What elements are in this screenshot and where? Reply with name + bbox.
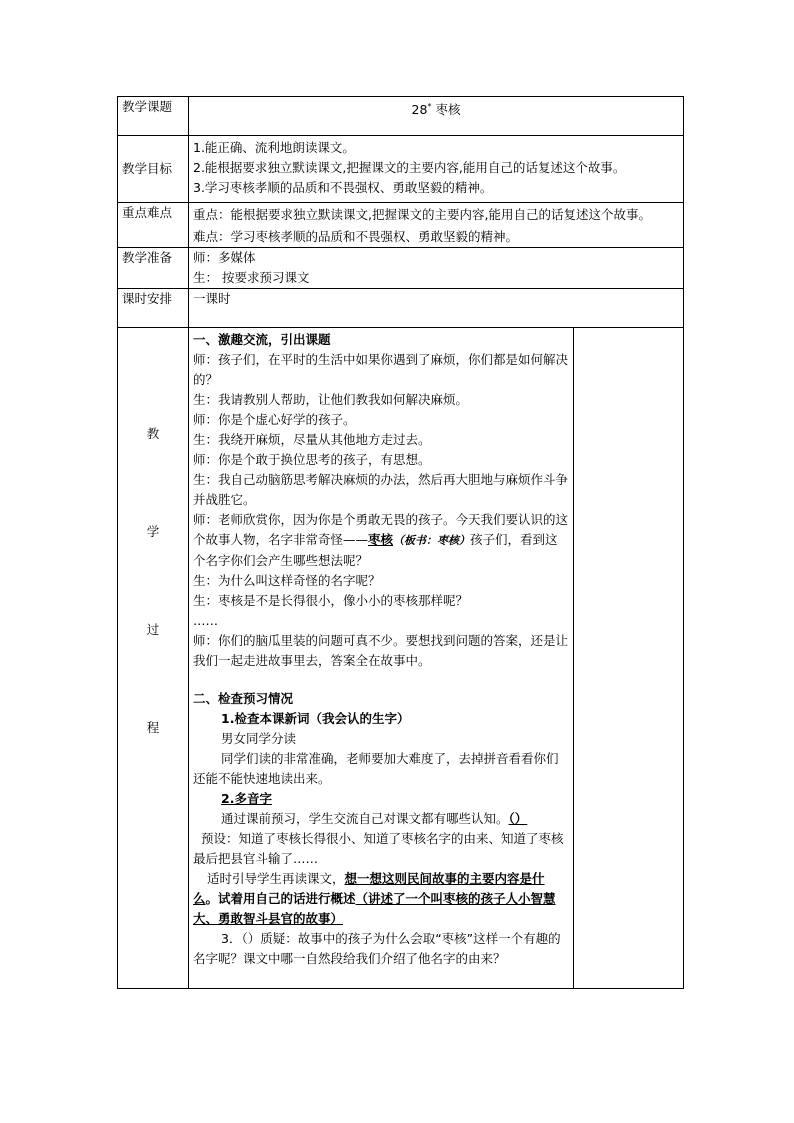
prep-label: 教学准备 — [118, 248, 189, 289]
time-row — [118, 289, 684, 328]
dialogue-line: 生：我绕开麻烦，尽量从其他地方走过去。 — [193, 432, 431, 447]
key-row — [118, 203, 684, 248]
process-content — [189, 328, 574, 989]
prep-teacher: 师：多媒体 — [193, 250, 256, 265]
dialogue-line: 师：孩子们，在平时的生活中如果你遇到了麻烦，你们都是如何解决的？ — [193, 352, 569, 387]
dialogue-line: 师：你是个敢于换位思考的孩子，有思想。 — [193, 452, 431, 467]
section2-title: 二、检查预习情况 — [193, 691, 294, 706]
topic-label: 教学课题 — [118, 97, 189, 136]
body-line: 男女同学分读 — [221, 731, 297, 746]
body-line: 预设：知道了枣核长得很小、知道了枣核名字的由来、知道了枣核最后把县官斗输了…… — [193, 831, 564, 866]
process-label — [118, 328, 189, 989]
dialogue-line: 生：枣核是不是长得很小，像小小的枣核那样呢？ — [193, 593, 469, 608]
section1-title: 一、激趣交流，引出课题 — [193, 332, 331, 347]
subsection-title: 1.检查本课新词（我会认的生字） — [221, 711, 410, 726]
body-line: 3．（）质疑：故事中的孩子为什么会取“枣核”这样一个有趣的名字呢？课文中哪一自然段给我们介绍了他名字的由来？ — [193, 931, 561, 966]
key-point: 重点：能根据要求独立默读课文,把握课文的主要内容,能用自己的话复述这个故事。 — [193, 207, 651, 222]
process-char: 程 — [146, 720, 160, 735]
lesson-title: 28* 枣核 — [189, 97, 684, 136]
topic-row — [118, 97, 684, 136]
process-row — [118, 328, 684, 989]
goal-item: 3.学习枣核孝顺的品质和不畏强权、勇敢坚毅的精神。 — [193, 180, 493, 195]
body-line: 通过课前预习，学生交流自己对课文都有哪些认知。（） — [221, 811, 528, 826]
key-label: 重点难点 — [118, 203, 189, 248]
dialogue-line: 师：老师欣赏你，因为你是个勇敢无畏的孩子。今天我们要认识的这个故事人物，名字非常奇怪——枣核（板书：枣核）孩子们，看到这个名字你们会产生哪些想法呢？ — [193, 512, 569, 568]
dialogue-line: 生：为什么叫这样奇怪的名字呢？ — [193, 573, 381, 588]
prep-student: 生： 按要求预习课文 — [193, 270, 310, 285]
body-line: 适时引导学生再读课文，想一想这则民间故事的主要内容是什么。试着用自己的话进行概述（讲述了一个叫枣核的孩子人小智慧大、勇敢智斗县官的故事） — [193, 871, 556, 926]
lesson-plan-table — [117, 96, 684, 989]
process-char: 学 — [146, 524, 160, 539]
dialogue-line: …… — [193, 613, 218, 628]
key-content — [189, 203, 684, 248]
goals-content — [189, 136, 684, 203]
time-value: 一课时 — [189, 289, 684, 328]
dialogue-line: 生：我请教别人帮助，让他们教我如何解决麻烦。 — [193, 392, 469, 407]
dialogue-line: 师：你们的脑瓜里装的问题可真不少。要想找到问题的答案，还是让我们一起走进故事里去，答案全在故事中。 — [193, 633, 569, 668]
process-char: 教 — [146, 426, 160, 441]
goal-item: 1.能正确、流利地朗读课文。 — [193, 140, 355, 155]
goals-label: 教学目标 — [118, 136, 189, 203]
prep-row — [118, 248, 684, 289]
difficult-point: 难点：学习枣核孝顺的品质和不畏强权、勇敢坚毅的精神。 — [193, 229, 519, 244]
goal-item: 2.能根据要求独立默读课文,把握课文的主要内容,能用自己的话复述这个故事。 — [193, 160, 626, 175]
dialogue-line: 师：你是个虚心好学的孩子。 — [193, 412, 356, 427]
notes-column — [574, 328, 684, 989]
goals-row — [118, 136, 684, 203]
dialogue-line: 生：我自己动脑筋思考解决麻烦的办法，然后再大胆地与麻烦作斗争并战胜它。 — [193, 472, 569, 507]
subsection-title: 2.多音字 — [221, 791, 272, 806]
prep-content — [189, 248, 684, 289]
body-line: 同学们读的非常准确，老师要加大难度了，去掉拼音看看你们还能不能快速地读出来。 — [193, 751, 559, 786]
time-label: 课时安排 — [118, 289, 189, 328]
process-char: 过 — [146, 622, 160, 637]
